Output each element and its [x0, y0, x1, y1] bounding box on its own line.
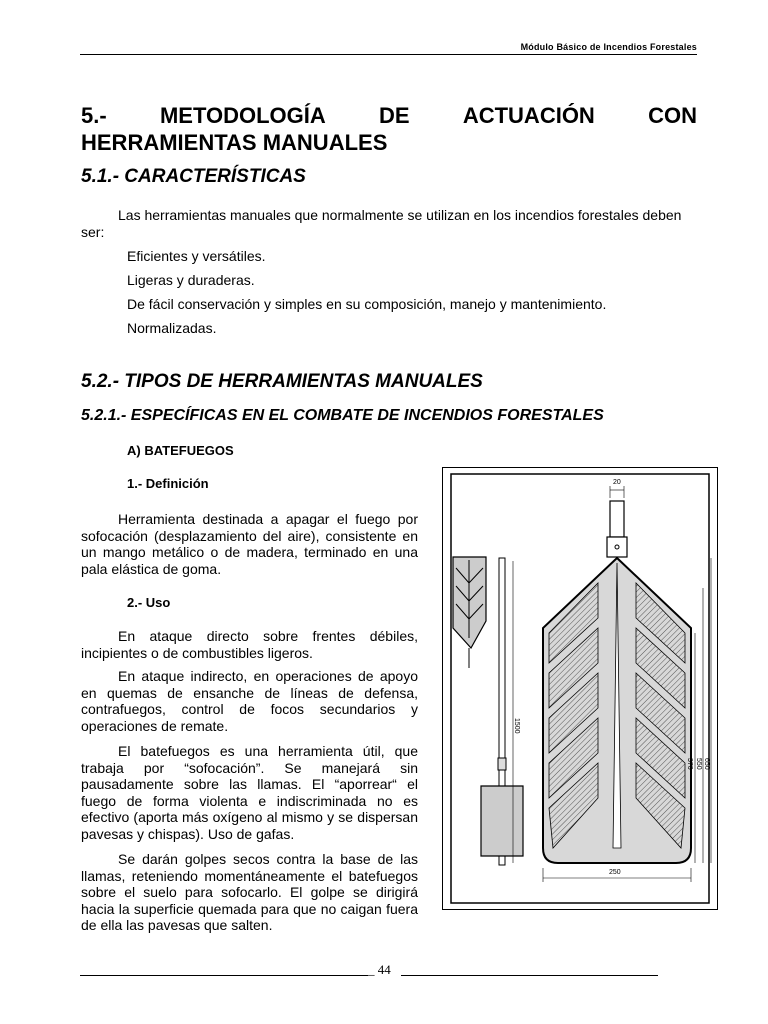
- page-number: _ 44: [368, 962, 391, 977]
- section-5-title: [81, 102, 697, 156]
- use-heading: 2.- Uso: [127, 595, 171, 610]
- title-word: ACTUACIÓN: [462, 103, 595, 128]
- running-header: Módulo Básico de Incendios Forestales: [520, 42, 697, 52]
- dim-370: 370: [686, 758, 693, 770]
- dim-width: 250: [609, 869, 621, 876]
- use-paragraph: En ataque directo sobre frentes débiles, incipientes o de combustibles ligeros.: [81, 628, 418, 661]
- footer-rule-right: [401, 975, 658, 976]
- tool-heading: A) BATEFUEGOS: [127, 443, 234, 458]
- section-5-2-1-title: 5.2.1.- ESPECÍFICAS EN EL COMBATE DE INCENDIOS FORESTALES: [81, 407, 604, 424]
- dim-length: 1500: [513, 718, 520, 734]
- dim-650: 650: [703, 758, 710, 770]
- header-rule: [80, 54, 697, 55]
- use-paragraph: En ataque indirecto, en operaciones de apoyo en quemas de ensanche de líneas de defensa, contrafuegos, control de focos secundarios y operaciones de remate.: [81, 668, 418, 734]
- title-word: DE: [379, 103, 410, 128]
- list-item: De fácil conservación y simples en su composición, manejo y mantenimiento.: [127, 296, 607, 312]
- batefuegos-drawing: [443, 468, 717, 909]
- definition-heading: 1.- Definición: [127, 476, 209, 491]
- handle-paddle-tool: [481, 558, 523, 865]
- section-5-title-line1: [81, 102, 697, 129]
- title-word: METODOLOGÍA: [159, 103, 326, 128]
- footer-rule-left: [80, 975, 368, 976]
- dim-top: 20: [613, 479, 621, 486]
- section-5-1-intro: Las herramientas manuales que normalmente se utilizan en los incendios forestales deben ser:: [81, 207, 682, 240]
- batefuegos-figure: [442, 467, 718, 910]
- use-paragraph: Se darán golpes secos contra la base de las llamas, reteniendo momentáneamente el batefuegos sobre el suelo para sofocarlo. El golpe se dirigirá hacia la superficie quemada para que no caigan fuera de ella las pavesas que salten.: [81, 851, 418, 933]
- list-item: Ligeras y duraderas.: [127, 272, 255, 288]
- list-item: Normalizadas.: [127, 320, 217, 336]
- list-item: Eficientes y versátiles.: [127, 248, 266, 264]
- definition-text: Herramienta destinada a apagar el fuego por sofocación (desplazamiento del aire), consistente en un mango metálico o de madera, terminado en una pala elástica de goma.: [81, 511, 418, 577]
- main-beater: [543, 501, 691, 863]
- dim-550: 550: [695, 758, 702, 770]
- title-word: 5.-: [81, 103, 107, 128]
- section-5-1-title: 5.1.- CARACTERÍSTICAS: [81, 166, 306, 187]
- title-word: CON: [648, 103, 697, 128]
- section-5-title-line2: HERRAMIENTAS MANUALES: [81, 130, 388, 155]
- side-view-tool: [453, 557, 486, 668]
- section-5-2-title: 5.2.- TIPOS DE HERRAMIENTAS MANUALES: [81, 371, 483, 392]
- use-paragraph: El batefuegos es una herramienta útil, que trabaja por “sofocación”. Se manejará sin pausadamente sobre las llamas. El “aporrear“ el fuego de forma violenta e indiscriminada no es efectivo (aporta más oxígeno al mismo y se dispersan pavesas y chispas). Uso de gafas.: [81, 743, 418, 842]
